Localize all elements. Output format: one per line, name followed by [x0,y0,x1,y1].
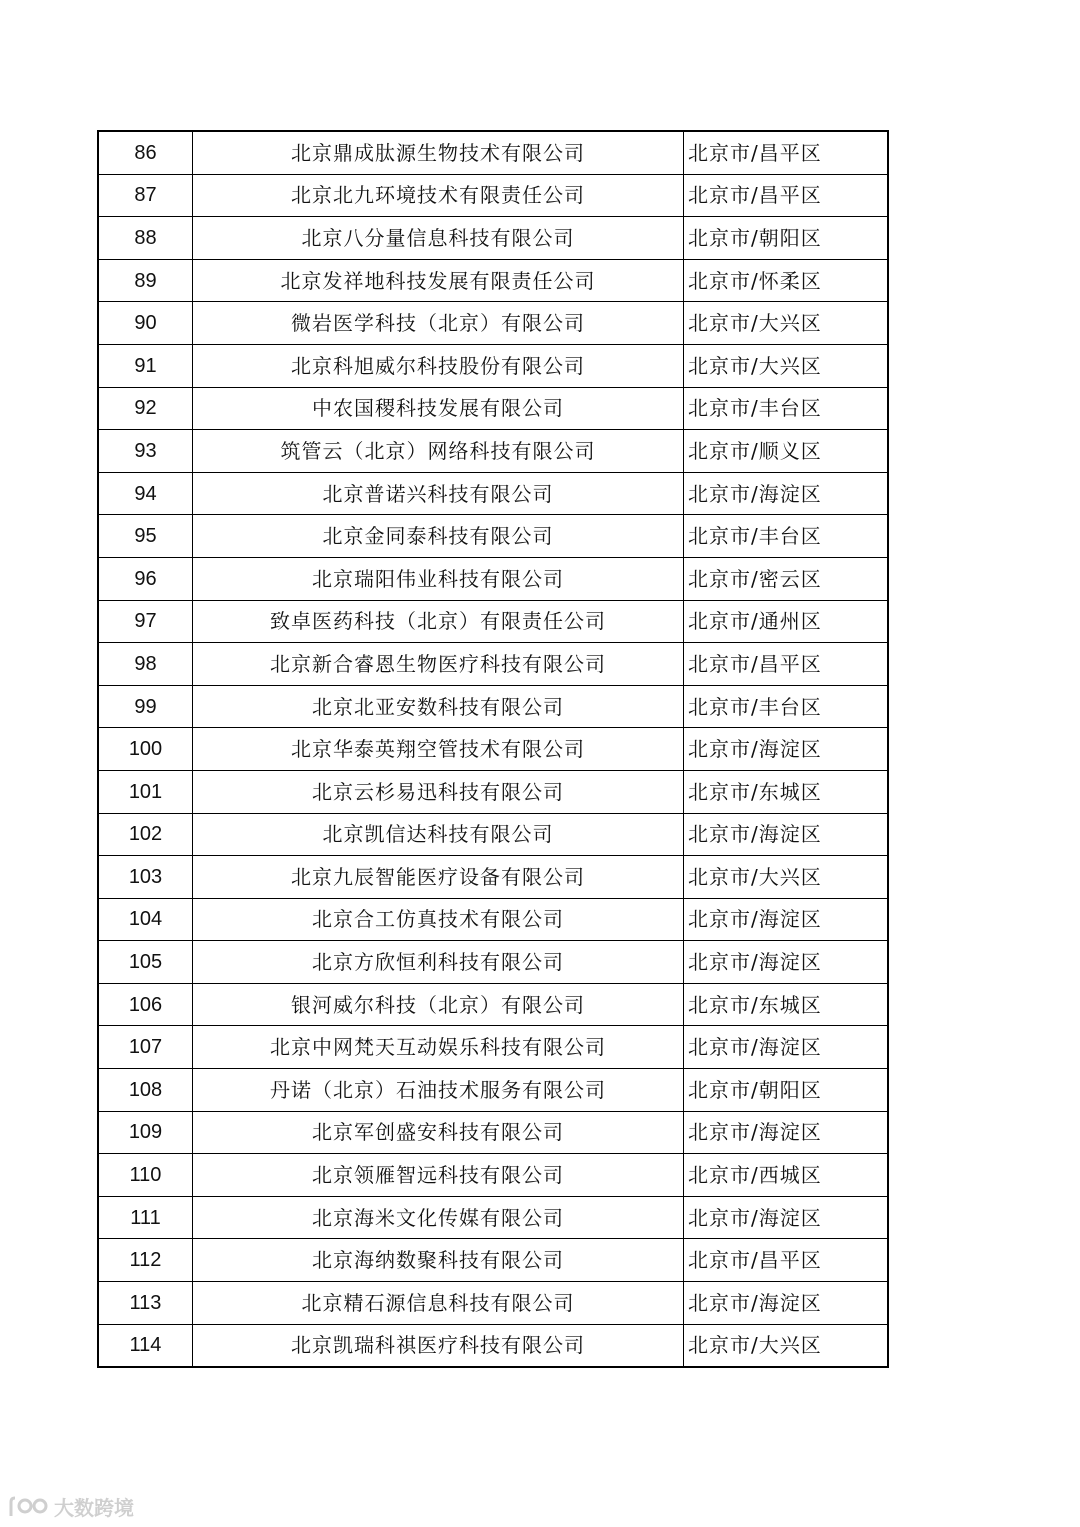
company-name: 北京方欣恒利科技有限公司 [193,941,684,984]
row-number: 95 [98,515,193,558]
row-number: 93 [98,430,193,473]
company-location: 北京市/海淀区 [684,728,889,771]
table-row [98,430,888,473]
row-number: 86 [98,131,193,174]
row-number: 87 [98,174,193,217]
table-row [98,387,888,430]
logo-icon [8,1494,50,1520]
row-number: 113 [98,1282,193,1325]
company-name: 北京普诺兴科技有限公司 [193,472,684,515]
company-location: 北京市/丰台区 [684,685,889,728]
row-number: 112 [98,1239,193,1282]
company-location: 北京市/昌平区 [684,1239,889,1282]
table-body [98,131,888,1367]
company-name: 北京北亚安数科技有限公司 [193,685,684,728]
company-name: 银河威尔科技（北京）有限公司 [193,983,684,1026]
company-name: 筑管云（北京）网络科技有限公司 [193,430,684,473]
table-row [98,1196,888,1239]
table-row [98,600,888,643]
company-name: 北京军创盛安科技有限公司 [193,1111,684,1154]
table-row [98,1069,888,1112]
company-name: 北京九辰智能医疗设备有限公司 [193,856,684,899]
company-location: 北京市/海淀区 [684,898,889,941]
company-location: 北京市/昌平区 [684,131,889,174]
company-location: 北京市/东城区 [684,983,889,1026]
table-row [98,1111,888,1154]
row-number: 110 [98,1154,193,1197]
company-location: 北京市/丰台区 [684,515,889,558]
company-table [97,130,889,1368]
table-row [98,685,888,728]
company-location: 北京市/朝阳区 [684,1069,889,1112]
row-number: 109 [98,1111,193,1154]
company-location: 北京市/海淀区 [684,1026,889,1069]
company-name: 致卓医药科技（北京）有限责任公司 [193,600,684,643]
row-number: 90 [98,302,193,345]
row-number: 107 [98,1026,193,1069]
company-name: 北京精石源信息科技有限公司 [193,1282,684,1325]
company-location: 北京市/怀柔区 [684,259,889,302]
company-location: 北京市/海淀区 [684,1282,889,1325]
company-location: 北京市/西城区 [684,1154,889,1197]
company-name: 北京鼎成肽源生物技术有限公司 [193,131,684,174]
company-name: 北京合工仿真技术有限公司 [193,898,684,941]
table-row [98,1282,888,1325]
company-name: 北京科旭威尔科技股份有限公司 [193,344,684,387]
company-location: 北京市/海淀区 [684,472,889,515]
table-row [98,770,888,813]
company-name: 中农国稷科技发展有限公司 [193,387,684,430]
company-location: 北京市/朝阳区 [684,217,889,260]
table-row [98,898,888,941]
company-location: 北京市/大兴区 [684,1324,889,1367]
company-name: 北京八分量信息科技有限公司 [193,217,684,260]
watermark [8,1492,134,1521]
company-name: 北京凯瑞科祺医疗科技有限公司 [193,1324,684,1367]
company-name: 北京金同泰科技有限公司 [193,515,684,558]
row-number: 94 [98,472,193,515]
company-location: 北京市/大兴区 [684,302,889,345]
row-number: 88 [98,217,193,260]
row-number: 92 [98,387,193,430]
company-location: 北京市/丰台区 [684,387,889,430]
table-row [98,259,888,302]
row-number: 104 [98,898,193,941]
row-number: 103 [98,856,193,899]
table-row [98,302,888,345]
table-row [98,941,888,984]
company-name: 微岩医学科技（北京）有限公司 [193,302,684,345]
company-location: 北京市/昌平区 [684,174,889,217]
company-name: 北京华泰英翔空管技术有限公司 [193,728,684,771]
row-number: 98 [98,643,193,686]
row-number: 105 [98,941,193,984]
table-row [98,557,888,600]
table-row [98,1026,888,1069]
company-name: 北京中网梵天互动娱乐科技有限公司 [193,1026,684,1069]
company-location: 北京市/海淀区 [684,941,889,984]
company-location: 北京市/昌平区 [684,643,889,686]
table-row [98,1154,888,1197]
company-name: 北京海米文化传媒有限公司 [193,1196,684,1239]
company-name: 北京凯信达科技有限公司 [193,813,684,856]
table-row [98,643,888,686]
row-number: 106 [98,983,193,1026]
table-row [98,1239,888,1282]
table-row [98,515,888,558]
company-location: 北京市/大兴区 [684,344,889,387]
row-number: 91 [98,344,193,387]
company-location: 北京市/通州区 [684,600,889,643]
company-location: 北京市/大兴区 [684,856,889,899]
company-name: 北京海纳数聚科技有限公司 [193,1239,684,1282]
table-row [98,131,888,174]
company-location: 北京市/海淀区 [684,1111,889,1154]
row-number: 100 [98,728,193,771]
table-row [98,1324,888,1367]
row-number: 102 [98,813,193,856]
table-row [98,728,888,771]
company-name: 北京云杉易迅科技有限公司 [193,770,684,813]
table-row [98,983,888,1026]
table-row [98,344,888,387]
company-name: 北京领雁智远科技有限公司 [193,1154,684,1197]
row-number: 99 [98,685,193,728]
row-number: 96 [98,557,193,600]
company-name: 北京新合睿恩生物医疗科技有限公司 [193,643,684,686]
company-name: 北京瑞阳伟业科技有限公司 [193,557,684,600]
company-location: 北京市/密云区 [684,557,889,600]
watermark-text: 大数跨境 [54,1496,134,1520]
company-location: 北京市/海淀区 [684,1196,889,1239]
company-name: 北京北九环境技术有限责任公司 [193,174,684,217]
table-row [98,813,888,856]
row-number: 111 [98,1196,193,1239]
company-location: 北京市/海淀区 [684,813,889,856]
company-name: 北京发祥地科技发展有限责任公司 [193,259,684,302]
company-location: 北京市/顺义区 [684,430,889,473]
table-row [98,472,888,515]
row-number: 114 [98,1324,193,1367]
table-row [98,856,888,899]
row-number: 97 [98,600,193,643]
row-number: 108 [98,1069,193,1112]
company-name: 丹诺（北京）石油技术服务有限公司 [193,1069,684,1112]
company-location: 北京市/东城区 [684,770,889,813]
row-number: 101 [98,770,193,813]
row-number: 89 [98,259,193,302]
table-row [98,174,888,217]
table-row [98,217,888,260]
